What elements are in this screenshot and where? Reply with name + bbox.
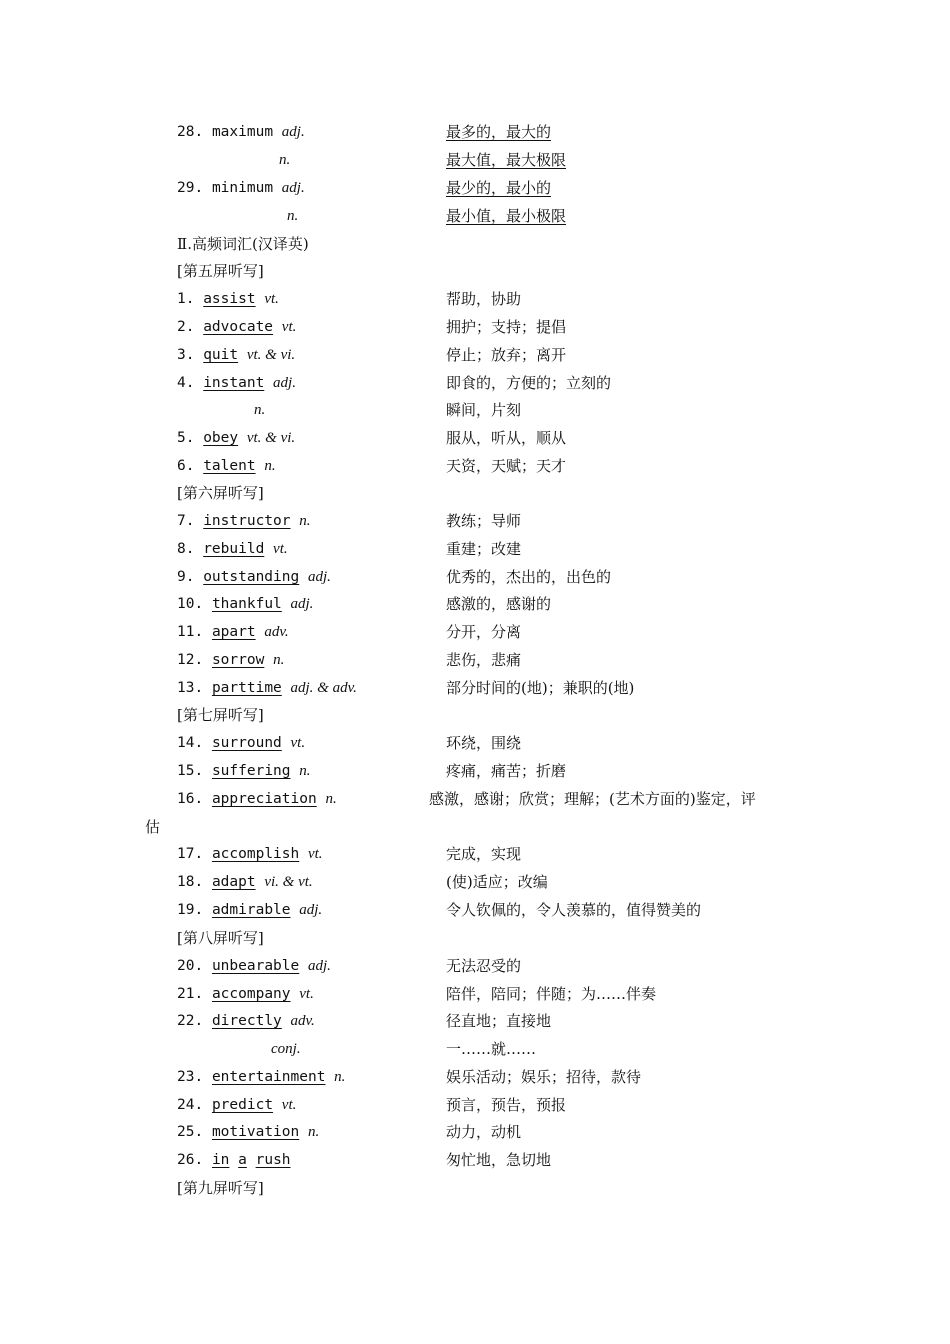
entry-word: obey xyxy=(203,430,239,446)
entry-meaning: (使)适应；改编 xyxy=(446,873,548,891)
entry-number: 25. xyxy=(177,1124,204,1140)
entry-word: entertainment xyxy=(211,1069,326,1085)
entry-meaning: 动力，动机 xyxy=(446,1123,522,1141)
part-of-speech: vt. xyxy=(264,291,279,307)
entry-meaning: 最多的，最大的 xyxy=(446,123,552,141)
entry-meaning: 环绕，围绕 xyxy=(446,734,522,752)
part-of-speech: adj. xyxy=(281,180,305,196)
entry-meaning: 教练；导师 xyxy=(446,512,522,530)
entry-number: 7. xyxy=(177,513,195,529)
entry-sorrow xyxy=(0,648,950,672)
entry-appreciation xyxy=(0,787,950,811)
entry-assist xyxy=(0,287,950,311)
entry-number: 9. xyxy=(177,569,195,585)
entry-word: predict xyxy=(211,1097,274,1113)
entry-number: 28. xyxy=(177,124,204,140)
entry-word: maximum xyxy=(211,124,274,140)
entry-predict xyxy=(0,1093,950,1117)
entry-number: 19. xyxy=(177,902,204,918)
entry-adapt xyxy=(0,870,950,894)
entry-suffering xyxy=(0,759,950,783)
entry-instant xyxy=(0,371,950,395)
part-of-speech: n. xyxy=(287,208,299,224)
entry-word: unbearable xyxy=(211,958,300,974)
entry-word: parttime xyxy=(211,680,282,696)
entry-surround xyxy=(0,731,950,755)
entry-word: accompany xyxy=(211,986,291,1002)
part-of-speech: vt. xyxy=(273,541,288,557)
entry-in-a-rush xyxy=(0,1148,950,1172)
entry-number: 22. xyxy=(177,1013,204,1029)
entry-word: motivation xyxy=(211,1124,300,1140)
entry-word: instant xyxy=(203,375,265,391)
entry-apart xyxy=(0,620,950,644)
entry-advocate xyxy=(0,315,950,339)
part-of-speech: adj. & adv. xyxy=(290,680,357,696)
entry-number: 8. xyxy=(177,541,195,557)
entry-maximum xyxy=(0,120,950,144)
entry-word: rush xyxy=(255,1152,291,1168)
part-of-speech: vt. xyxy=(299,986,314,1002)
entry-number: 24. xyxy=(177,1097,204,1113)
entry-number: 16. xyxy=(177,791,204,807)
entry-meaning: 完成，实现 xyxy=(446,845,522,863)
part-of-speech: n. xyxy=(299,513,311,529)
part-of-speech: adj. xyxy=(290,596,314,612)
entry-number: 12. xyxy=(177,652,204,668)
part-of-speech: n. xyxy=(307,1124,320,1140)
screen-label-8: [第八屏听写] xyxy=(177,929,264,947)
entry-meaning: 瞬间，片刻 xyxy=(446,401,522,419)
entry-meaning: 最大值，最大极限 xyxy=(446,151,567,169)
entry-meaning: 部分时间的(地)；兼职的(地) xyxy=(446,679,635,697)
entry-meaning: 一……就…… xyxy=(446,1040,537,1058)
entry-meaning: 分开，分离 xyxy=(446,623,522,641)
entry-number: 4. xyxy=(177,375,195,391)
entry-directly xyxy=(0,1009,950,1033)
entry-word: assist xyxy=(203,291,256,307)
section-heading: Ⅱ.高频词汇(汉译英) xyxy=(177,235,309,253)
entry-word: talent xyxy=(203,458,256,474)
entry-appreciation-wrap xyxy=(0,815,950,839)
entry-rebuild xyxy=(0,537,950,561)
entry-word: directly xyxy=(211,1013,282,1029)
entry-accomplish xyxy=(0,842,950,866)
entry-number: 5. xyxy=(177,430,195,446)
entry-word: accomplish xyxy=(211,846,300,862)
entry-meaning: 娱乐活动；娱乐；招待，款待 xyxy=(446,1068,642,1086)
entry-meaning: 停止；放弃；离开 xyxy=(446,346,567,364)
entry-number: 26. xyxy=(177,1152,204,1168)
entry-number: 18. xyxy=(177,874,204,890)
entry-number: 2. xyxy=(177,319,195,335)
part-of-speech: n. xyxy=(273,652,285,668)
screen-label-6: [第六屏听写] xyxy=(177,484,264,502)
entry-number: 21. xyxy=(177,986,204,1002)
part-of-speech: adj. xyxy=(307,958,331,974)
entry-number: 10. xyxy=(177,596,204,612)
entry-number: 13. xyxy=(177,680,204,696)
entry-word: a xyxy=(238,1152,247,1168)
part-of-speech: n. xyxy=(254,402,266,418)
entry-parttime xyxy=(0,676,950,700)
screen-label-9: [第九屏听写] xyxy=(177,1179,264,1197)
entry-meaning-continued: 估 xyxy=(145,818,161,836)
part-of-speech: vt. & vi. xyxy=(246,347,296,363)
entry-admirable xyxy=(0,898,950,922)
entry-meaning: 即食的，方便的；立刻的 xyxy=(446,374,612,392)
entry-word: adapt xyxy=(211,874,256,890)
part-of-speech: n. xyxy=(334,1069,346,1085)
entry-word: thankful xyxy=(211,596,282,612)
part-of-speech: adj. xyxy=(281,124,305,140)
entry-word: outstanding xyxy=(203,569,300,585)
part-of-speech: n. xyxy=(299,763,311,779)
part-of-speech: vt. xyxy=(307,846,323,862)
entry-word: surround xyxy=(211,735,282,751)
part-of-speech: adv. xyxy=(290,1013,315,1029)
entry-meaning: 无法忍受的 xyxy=(446,957,522,975)
screen-label-5: [第五屏听写] xyxy=(177,262,264,280)
part-of-speech: conj. xyxy=(271,1041,301,1057)
entry-meaning: 疼痛，痛苦；折磨 xyxy=(446,762,567,780)
entry-number: 3. xyxy=(177,347,195,363)
part-of-speech: vt. xyxy=(290,735,306,751)
entry-word: quit xyxy=(203,347,239,363)
entry-accompany xyxy=(0,982,950,1006)
entry-number: 14. xyxy=(177,735,204,751)
entry-number: 20. xyxy=(177,958,204,974)
entry-meaning: 重建；改建 xyxy=(446,540,522,558)
entry-number: 29. xyxy=(177,180,204,196)
entry-word: in xyxy=(211,1152,230,1168)
entry-number: 6. xyxy=(177,458,195,474)
entry-meaning: 令人钦佩的，令人羡慕的，值得赞美的 xyxy=(446,901,702,919)
entry-meaning: 径直地；直接地 xyxy=(446,1012,552,1030)
part-of-speech: n. xyxy=(325,791,337,807)
entry-meaning: 预言，预告，预报 xyxy=(446,1096,567,1114)
entry-meaning: 感激，感谢；欣赏；理解；(艺术方面的)鉴定，评 xyxy=(429,790,756,808)
entry-meaning: 服从，听从，顺从 xyxy=(446,429,567,447)
entry-meaning: 感激的，感谢的 xyxy=(446,595,552,613)
entry-obey xyxy=(0,426,950,450)
entry-meaning: 悲伤，悲痛 xyxy=(446,651,522,669)
entry-word: sorrow xyxy=(211,652,265,668)
entry-minimum-noun xyxy=(0,204,950,228)
part-of-speech: vi. & vt. xyxy=(264,874,313,890)
entry-maximum-noun xyxy=(0,148,950,172)
entry-talent xyxy=(0,454,950,478)
part-of-speech: adj. xyxy=(307,569,331,585)
entry-number: 1. xyxy=(177,291,195,307)
entry-outstanding xyxy=(0,565,950,589)
entry-motivation xyxy=(0,1120,950,1144)
part-of-speech: n. xyxy=(279,152,291,168)
entry-minimum xyxy=(0,176,950,200)
part-of-speech: vt. xyxy=(281,1097,297,1113)
entry-thankful xyxy=(0,592,950,616)
entry-quit xyxy=(0,343,950,367)
entry-word: minimum xyxy=(211,180,274,196)
entry-meaning: 最少的，最小的 xyxy=(446,179,552,197)
entry-directly-conj xyxy=(0,1037,950,1061)
entry-meaning: 拥护；支持；提倡 xyxy=(446,318,567,336)
entry-meaning: 最小值，最小极限 xyxy=(446,207,567,225)
part-of-speech: vt. & vi. xyxy=(246,430,296,446)
entry-meaning: 天资，天赋；天才 xyxy=(446,457,567,475)
entry-number: 23. xyxy=(177,1069,204,1085)
entry-number: 11. xyxy=(177,624,204,640)
entry-meaning: 优秀的，杰出的，出色的 xyxy=(446,568,612,586)
entry-entertainment xyxy=(0,1065,950,1089)
entry-word: advocate xyxy=(203,319,274,335)
entry-word: suffering xyxy=(211,763,291,779)
entry-instant-noun xyxy=(0,398,950,422)
entry-meaning: 匆忙地，急切地 xyxy=(446,1151,552,1169)
entry-meaning: 陪伴，陪同；伴随；为……伴奏 xyxy=(446,985,657,1003)
part-of-speech: vt. xyxy=(281,319,297,335)
part-of-speech: adj. xyxy=(299,902,323,918)
entry-word: instructor xyxy=(203,513,291,529)
part-of-speech: adv. xyxy=(264,624,289,640)
screen-label-7: [第七屏听写] xyxy=(177,706,264,724)
entry-word: appreciation xyxy=(211,791,317,807)
entry-instructor xyxy=(0,509,950,533)
entry-number: 17. xyxy=(177,846,204,862)
entry-word: admirable xyxy=(211,902,291,918)
part-of-speech: n. xyxy=(264,458,276,474)
entry-unbearable xyxy=(0,954,950,978)
entry-number: 15. xyxy=(177,763,204,779)
entry-word: apart xyxy=(211,624,256,640)
entry-meaning: 帮助，协助 xyxy=(446,290,522,308)
entry-word: rebuild xyxy=(203,541,265,557)
part-of-speech: adj. xyxy=(273,375,296,391)
